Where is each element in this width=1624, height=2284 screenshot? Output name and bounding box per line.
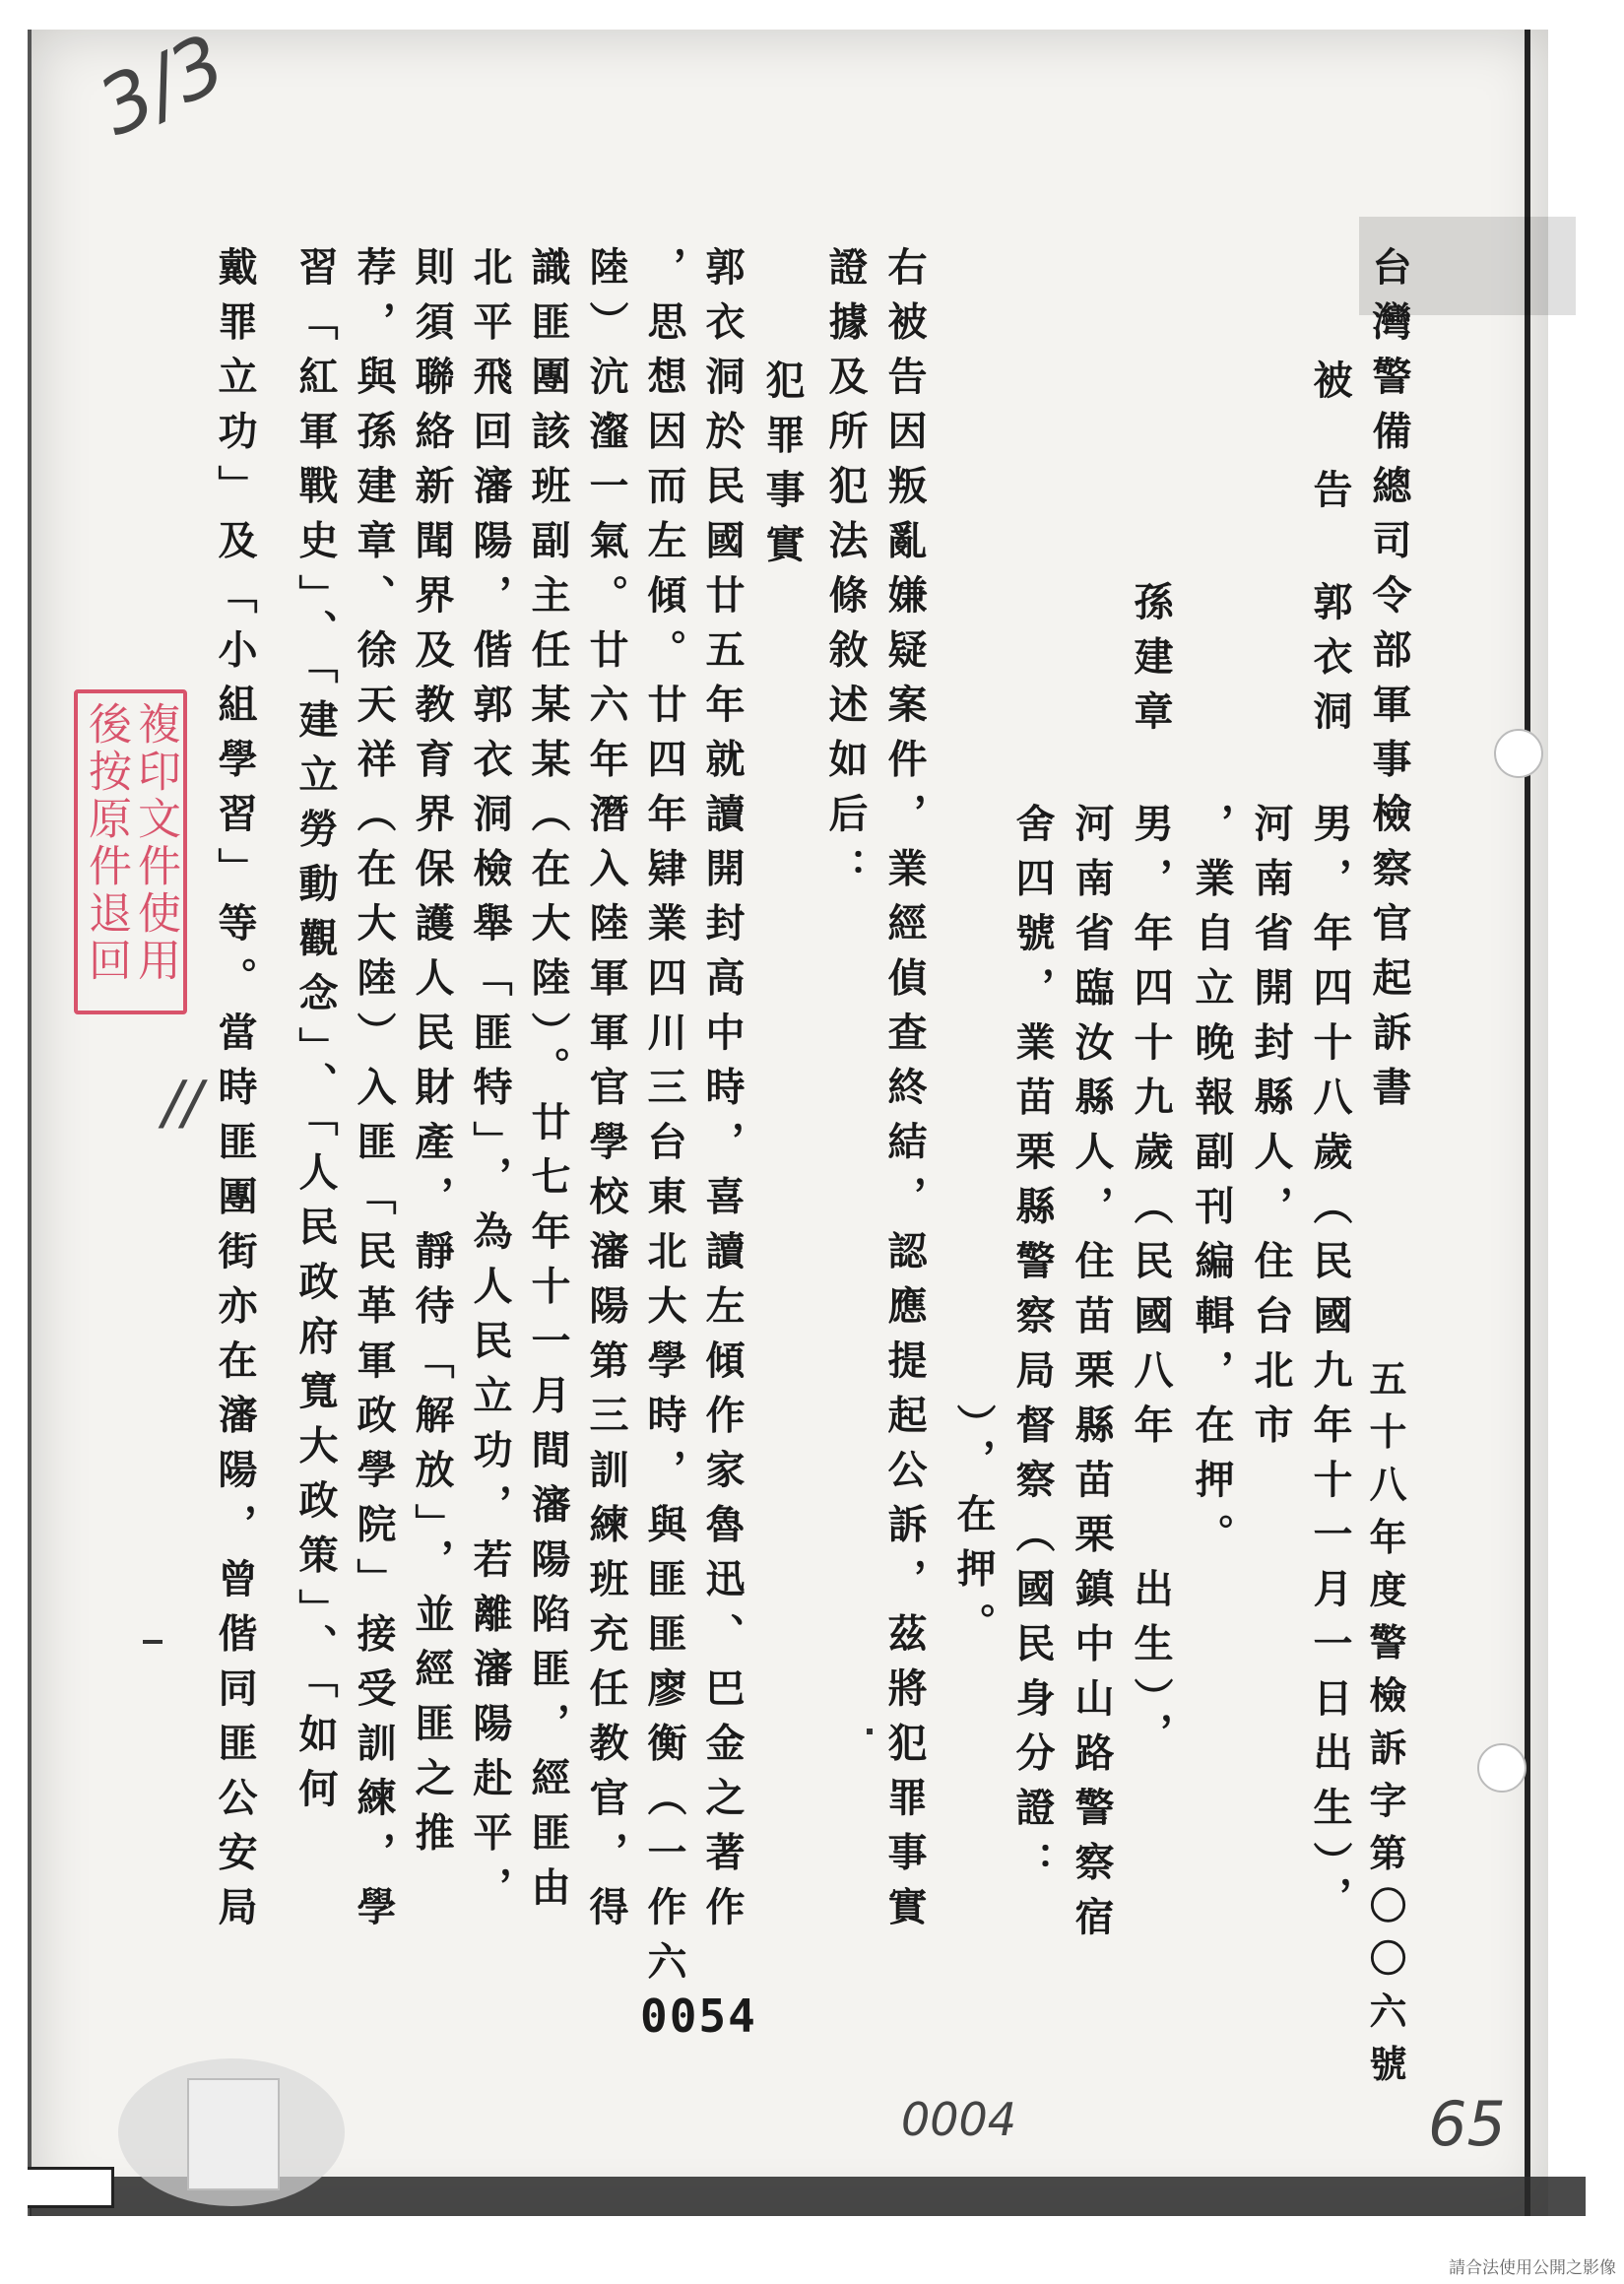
handwritten-annotation: // [162, 1069, 203, 1138]
defendant-info-line: 河南省開封縣人，住台北市 [1248, 803, 1294, 1459]
case-number: 五十八年度警檢訴字第〇〇六號 [1363, 1359, 1407, 2097]
defendant-info-line: ，業自立晚報副刊編輯，在押。 [1189, 803, 1235, 1568]
handwritten-annotation: 3/3 [85, 17, 239, 154]
body-line: 習「紅軍戰史」、「建立勞動觀念」、「人民政府寬大政策」、「如何 [292, 246, 339, 1823]
scan-mark [143, 1640, 162, 1644]
footer-note: 請合法使用公開之影像 [1449, 2258, 1616, 2278]
handwritten-annotation: 65 [1428, 2088, 1506, 2160]
defendant-info-line: 舍四號，業苗栗縣警察局督察（國民身分證： [1009, 803, 1056, 1896]
defendant-name: 郭衣洞 [1307, 581, 1353, 746]
defendant-label: 被 告 [1307, 359, 1353, 524]
defendant-info-line: 男，年四十八歲（民國九年十一月一日出生）， [1307, 803, 1353, 1931]
body-line: 郭衣洞於民國廿五年就讀開封高中時，喜讀左傾作家魯迅、巴金之著作 [699, 246, 746, 1941]
body-line: 識匪團該班副主任某某（在大陸）。廿七年十一月間瀋陽陷匪，經匪由 [525, 246, 571, 1922]
handwritten-annotation: 0004 [901, 2093, 1017, 2146]
punch-hole [1494, 729, 1543, 778]
body-line: 荐，與孫建章、徐天祥（在大陸）入匪「民革軍政學院」接受訓練，學 [351, 246, 397, 1941]
body-line: 陸）沆瀣一氣。廿六年潛入陸軍軍官學校瀋陽第三訓練班充任教官，得 [583, 246, 629, 1941]
body-line: 則須聯絡新聞界及教育界保護人民財產，靜待「解放」，並經匪之推 [409, 246, 455, 1866]
defendant-info-line: 男，年四十九歲（民國八年 出生）， [1128, 803, 1174, 1767]
body-line: 戴罪立功」及「小組學習」等。當時匪團街亦在瀋陽，曾偕同匪公安局 [212, 246, 258, 1941]
page-number: 0054 [640, 1990, 757, 2043]
punch-hole [1477, 1743, 1527, 1793]
page-right-edge [1525, 30, 1530, 2216]
corner-mark [28, 2167, 114, 2208]
section-heading: 犯罪事實 [759, 359, 806, 578]
body-line: ，思想因而左傾。廿四年肄業四川三台東北大學時，與匪匪廖衡（一作六 [641, 246, 687, 1995]
copy-usage-stamp: 複印文件使用後按原件退回 [74, 689, 187, 1014]
intro-line: 右被告因叛亂嫌疑案件，業經偵查終結，認應提起公訴，茲將犯罪事實 [881, 246, 928, 1941]
body-line: 北平飛回瀋陽，偕郭衣洞檢舉「匪特」，為人民立功，若離瀋陽赴平， [467, 246, 513, 1922]
archive-logo-icon [187, 2078, 280, 2190]
defendant-info-line: ），在押。 [950, 1403, 997, 1658]
scan-mark [867, 1729, 873, 1734]
defendant-info-line: 河南省臨汝縣人，住苗栗縣苗栗鎮中山路警察宿 [1069, 803, 1115, 1951]
intro-line: 證據及所犯法條敘述如后： [822, 246, 869, 902]
document-title: 台灣警備總司令部軍事檢察官起訴書 [1366, 246, 1412, 1121]
defendant-name: 孫建章 [1128, 581, 1174, 746]
